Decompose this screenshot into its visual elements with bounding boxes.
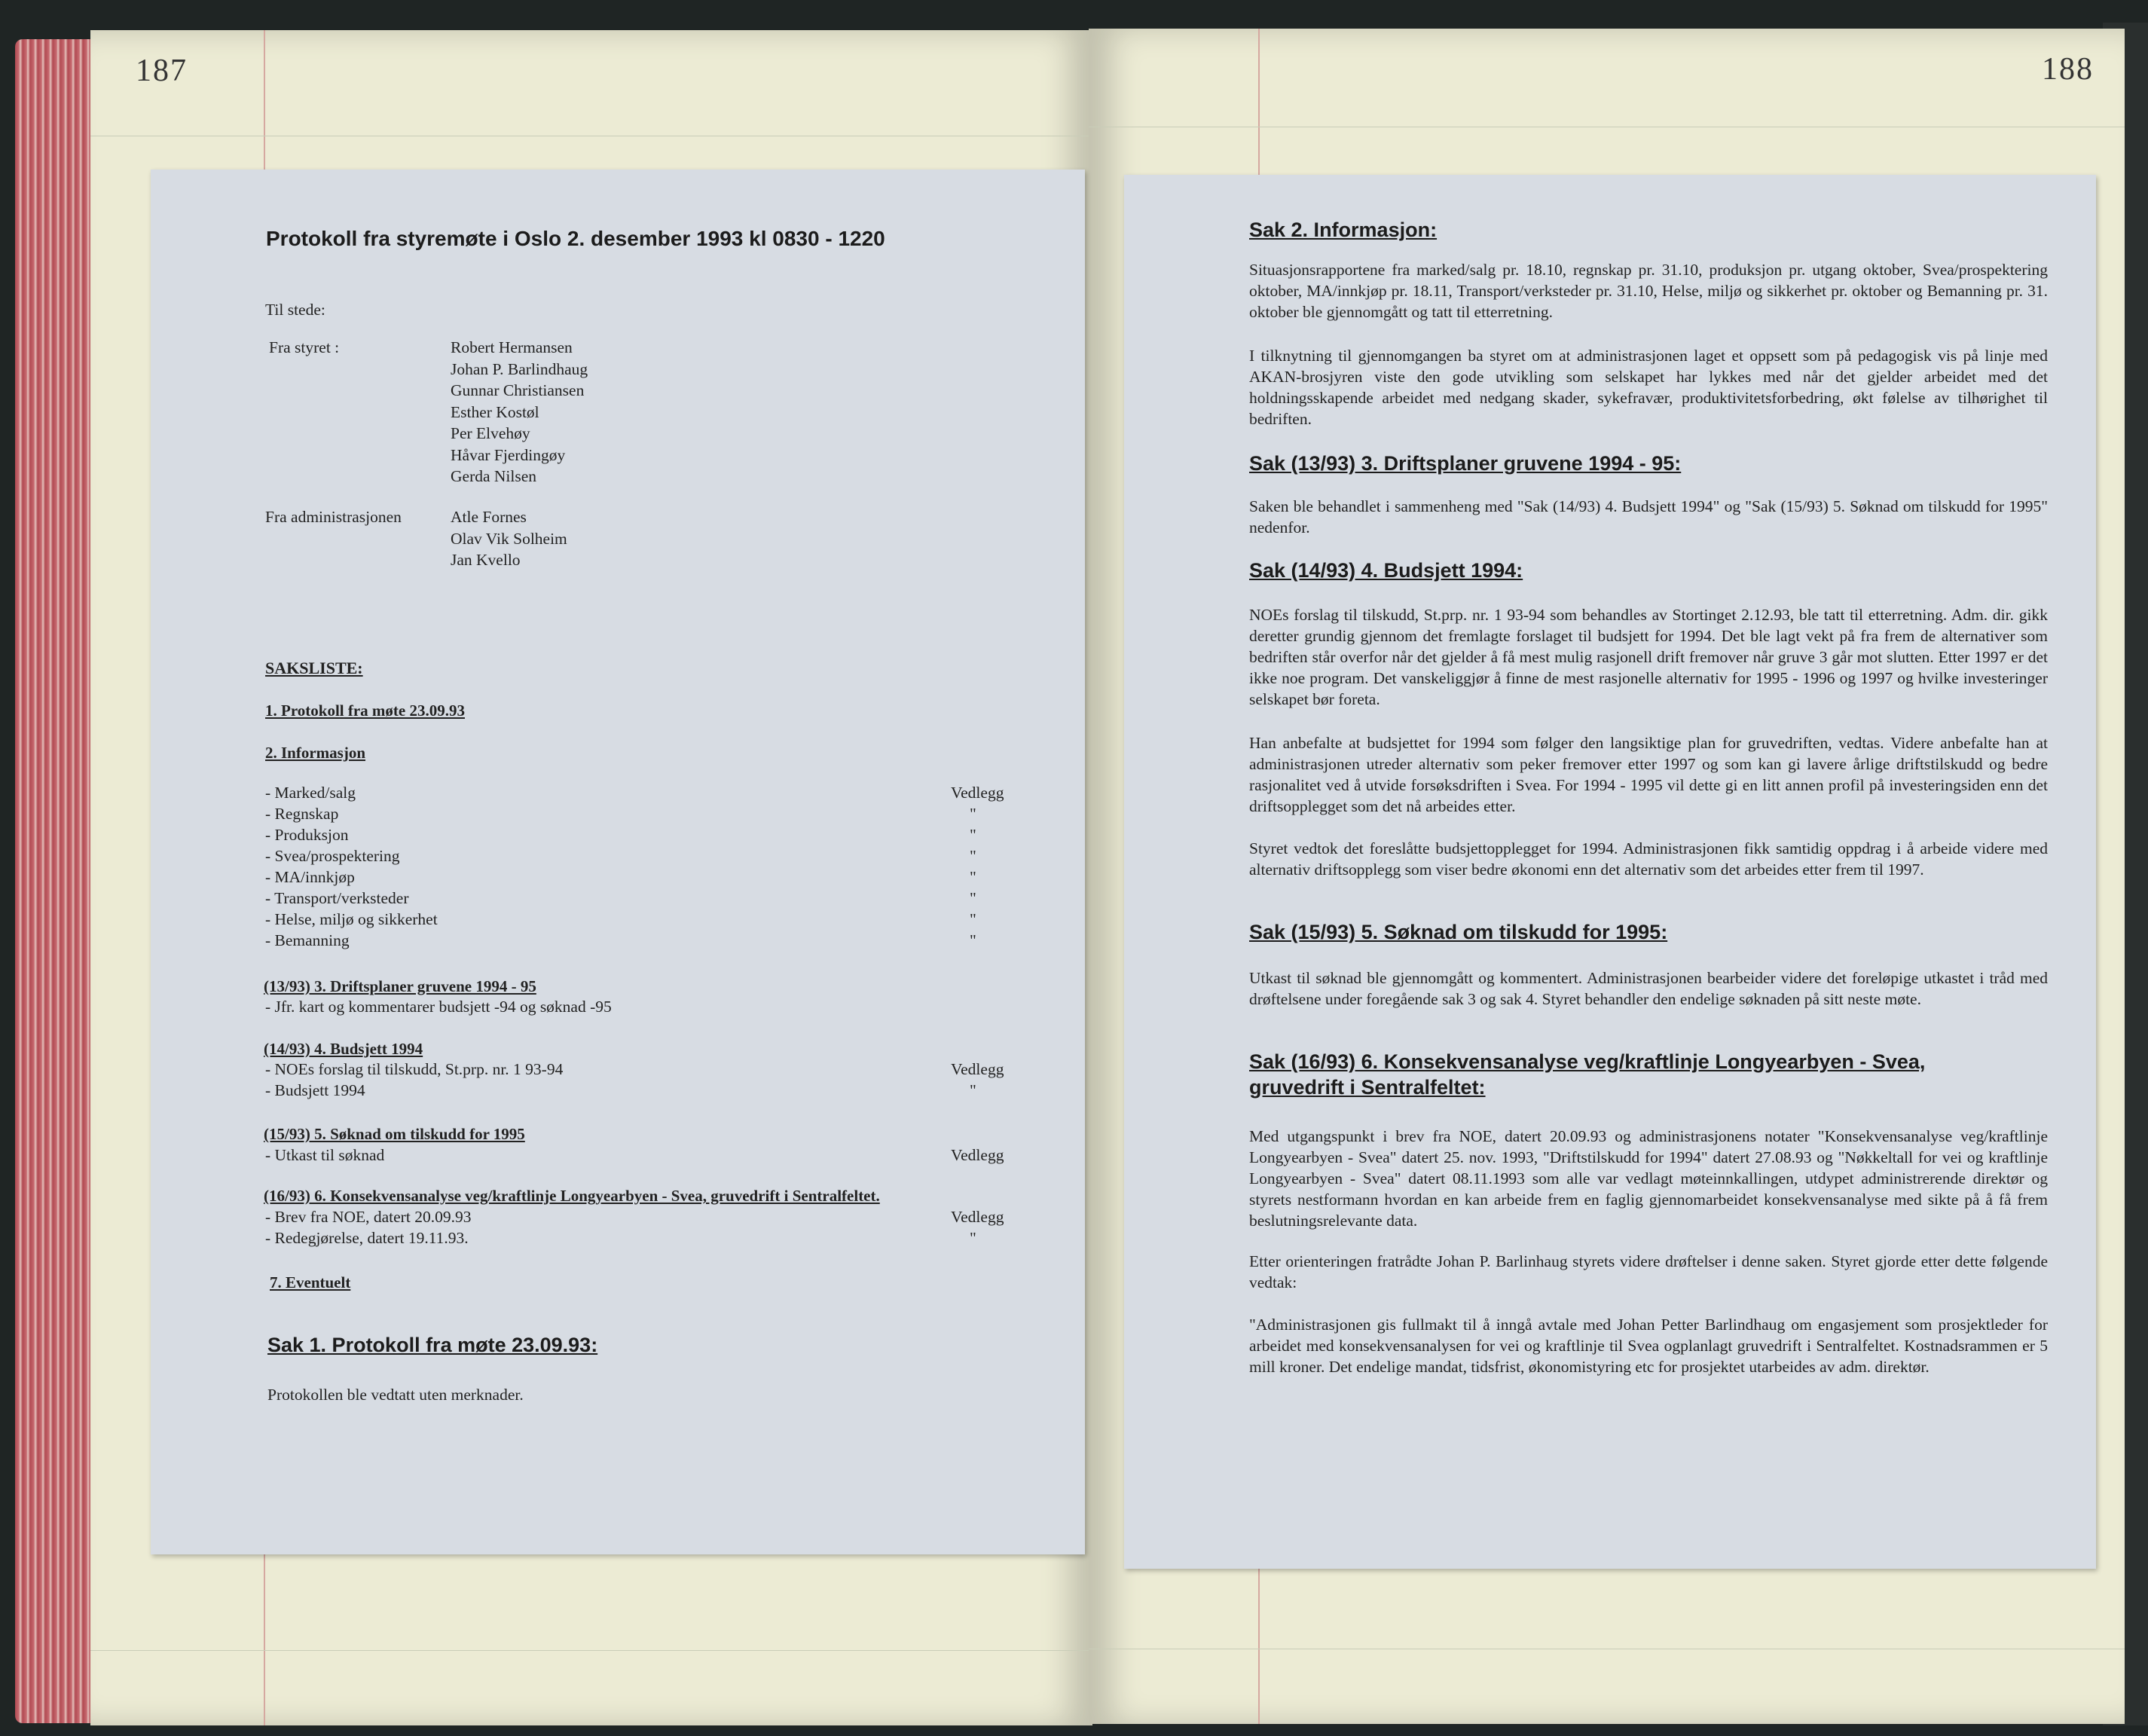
list-item <box>265 1060 1019 1081</box>
board-member: Gerda Nilsen <box>451 467 537 485</box>
admin-member: Atle Fornes <box>451 508 527 526</box>
list-item <box>265 847 1019 868</box>
board-members-list <box>451 337 588 487</box>
attachment-mark: Vedlegg <box>951 1060 1004 1078</box>
list-item-label: - Brev fra NOE, datert 20.09.93 <box>265 1208 472 1226</box>
list-item-label: - Budsjett 1994 <box>265 1081 365 1099</box>
attachment-mark: Vedlegg <box>951 1146 1004 1164</box>
board-member: Gunnar Christiansen <box>451 381 585 399</box>
attachment-mark: " <box>970 826 976 844</box>
right-protocol-sheet <box>1124 175 2096 1569</box>
sak16-paragraph-3: "Administrasjonen gis fullmakt til å inngå avtale med Johan Petter Barlindhaug om engasjement som prosjektleder for arbeidet med konsekvensanalysen for vei og kraftlinje til Svea ogplanlagt gruvedrift i Sentralfeltet. Kostnadsrammen er 5 mill kroner. Det endelige mandat, tidsfrist, økonomistyring etc for prosjektet utarbeides av adm. direktør. <box>1249 1316 2048 1376</box>
board-member: Håvar Fjerdingøy <box>451 445 566 464</box>
list-item <box>265 931 1019 952</box>
attachment-mark: " <box>970 931 976 949</box>
board-member: Johan P. Barlindhaug <box>451 359 588 378</box>
list-item-label: - Produksjon <box>265 826 349 844</box>
list-item <box>265 910 1019 931</box>
document-title: Protokoll fra styremøte i Oslo 2. desember 1993 kl 0830 - 1220 <box>266 227 885 250</box>
attachment-mark: " <box>970 847 976 865</box>
sak14-heading: Sak (14/93) 4. Budsjett 1994: <box>1249 559 1523 582</box>
admin-label: Fra administrasjonen <box>265 508 402 526</box>
agenda-item-4: (14/93) 4. Budsjett 1994 <box>264 1040 423 1058</box>
agenda-item-1: 1. Protokoll fra møte 23.09.93 <box>265 701 465 720</box>
attendance-label: Til stede: <box>265 301 325 319</box>
board-member: Per Elvehøy <box>451 424 530 442</box>
agenda-item-2: 2. Informasjon <box>265 744 366 762</box>
list-item-label: - Helse, miljø og sikkerhet <box>265 910 438 928</box>
sak1-text: Protokollen ble vedtatt uten merknader. <box>267 1386 524 1404</box>
list-item <box>265 1146 1019 1167</box>
sak2-heading: Sak 2. Informasjon: <box>1249 219 1438 241</box>
list-item <box>265 889 1019 910</box>
page-number: 188 <box>2042 52 2094 87</box>
sak2-paragraph-2: I tilknytning til gjennomgangen ba styret om at administrasjonen laget et oppsett som på pedagogisk vis på linje med AKAN-brosjyren viste den gode utvikling som selskapet har lykkes med når det gjelder arbeidet med det holdningsskapende arbeidet med nedgang skader, sykefravær, produktivitetsforbedring, økt følelse av tilhørighet til bedriften. <box>1249 347 2048 428</box>
list-item-label: - Regnskap <box>265 805 339 823</box>
attachment-mark: " <box>970 1081 976 1099</box>
list-item-label: - Redegjørelse, datert 19.11.93. <box>265 1229 469 1247</box>
sak16-heading-line-1: Sak (16/93) 6. Konsekvensanalyse veg/kraftlinje Longyearbyen - Svea, <box>1249 1050 1926 1073</box>
sak14-paragraph-1: NOEs forslag til tilskudd, St.prp. nr. 1 93-94 som behandles av Stortinget 2.12.93, ble tatt til etterretning. Adm. dir. gikk deretter grundig gjennom det fremlagte forslaget til budsjett for 1994. Det ble lagt vekt på fra frem de alternativer som bedriften står overfor når det gjelder å få mest mulig rasjonell drift fremover når gruve 3 går mot slutten. Etter 1997 er det ikke noe program. Det vanskeliggjør å finne de mest rasjonelle alternativ for 1995 - 1996 og 1997 og hvilke investeringer selskapet bør foreta. <box>1249 606 2048 708</box>
board-member: Robert Hermansen <box>451 338 573 356</box>
page-number: 187 <box>136 53 188 88</box>
list-item <box>265 826 1019 847</box>
list-item-label: - Svea/prospektering <box>265 847 400 865</box>
list-item <box>265 868 1019 889</box>
attachment-mark: " <box>970 910 976 928</box>
agenda-item-3-list <box>265 998 1019 1020</box>
agenda-item-6: (16/93) 6. Konsekvensanalyse veg/kraftlinje Longyearbyen - Svea, gruvedrift i Sentralfeltet. <box>264 1187 880 1205</box>
agenda-item-6-list <box>265 1208 1019 1253</box>
list-item <box>265 784 1019 805</box>
attachment-mark: " <box>970 868 976 886</box>
list-item <box>265 805 1019 826</box>
list-item-label: - Transport/verksteder <box>265 889 409 907</box>
sak15-heading: Sak (15/93) 5. Søknad om tilskudd for 1995: <box>1249 921 1668 943</box>
list-item-label: - Jfr. kart og kommentarer budsjett -94 og søknad -95 <box>265 998 612 1016</box>
sak13-paragraph: Saken ble behandlet i sammenheng med "Sak (14/93) 4. Budsjett 1994" og "Sak (15/93) 5. Søknad om tilskudd for 1995" nedenfor. <box>1249 497 2048 536</box>
list-item-label: - MA/innkjøp <box>265 868 355 886</box>
agenda-item-3: (13/93) 3. Driftsplaner gruvene 1994 - 95 <box>264 977 536 995</box>
admin-members-list <box>451 506 567 571</box>
sak15-paragraph: Utkast til søknad ble gjennomgått og kommentert. Administrasjonen bearbeider videre det foreløpige utkastet i tråd med drøftelsene under foregående sak 3 og sak 4. Styret behandler den endelige søknaden på sitt neste møte. <box>1249 969 2048 1008</box>
agenda-item-4-list <box>265 1060 1019 1105</box>
list-item-label: - NOEs forslag til tilskudd, St.prp. nr. 1 93-94 <box>265 1060 564 1078</box>
agenda-item-2-list <box>265 784 1019 964</box>
sak13-heading: Sak (13/93) 3. Driftsplaner gruvene 1994 - 95: <box>1249 452 1682 475</box>
list-item <box>265 998 1019 1019</box>
attachment-mark: " <box>970 889 976 907</box>
admin-member: Olav Vik Solheim <box>451 529 567 548</box>
list-item <box>265 1229 1019 1250</box>
board-label: Fra styret : <box>269 338 340 356</box>
list-item <box>265 1081 1019 1102</box>
left-protocol-sheet <box>151 170 1085 1554</box>
sak2-paragraph-1: Situasjonsrapportene fra marked/salg pr. 18.10, regnskap pr. 31.10, produksjon pr. utgang oktober, Svea/prospektering oktober, MA/innkjøp pr. 18.11, Transport/verksteder pr. 31.10, Helse, miljø og sikkerhet pr. oktober og Bemanning pr. 31. oktober ble gjennomgått og tatt til etterretning. <box>1249 261 2048 321</box>
list-item-label: - Marked/salg <box>265 784 356 802</box>
sak16-paragraph-2: Etter orienteringen fratrådte Johan P. Barlinhaug styrets videre drøftelser i denne saken. Styret gjorde etter dette følgende vedtak: <box>1249 1252 2048 1291</box>
sak16-heading-line-2: gruvedrift i Sentralfeltet: <box>1249 1076 1486 1099</box>
sak14-paragraph-2: Han anbefalte at budsjettet for 1994 som følger den langsiktige plan for gruvedriften, vedtas. Videre anbefalte han at administrasjonen utreder alternativ som peker fremover etter 1997 og som kan gi lavere årlige driftstilskudd og bedre rasjonalitet ved å utvide forsøksdriften i Svea. For 1994 - 1995 vil dette gi en litt annen profil på investeringsiden enn det driftsopplegget som det nå arbeides etter. <box>1249 734 2048 815</box>
sak16-paragraph-1: Med utgangspunkt i brev fra NOE, datert 20.09.93 og administrasjonens notater "Konsekvensanalyse veg/kraftlinje Longyearbyen - Svea" datert 25. nov. 1993, "Driftstilskudd for 1994" datert 27.08.93 og "Nøkkeltall for vei og kraftlinje Longyearbyen - Svea" datert 08.11.1993 som alle var vedlagt møteinnkallingen, utdypet administrerende direktør og styrets nestformann hvordan en kan arbeide frem en faglig gjennomarbeidet konsekvensanalyse med sikte på å få frem beslutningsrelevante data. <box>1249 1127 2048 1230</box>
attachment-mark: " <box>970 805 976 823</box>
board-member: Esther Kostøl <box>451 402 539 421</box>
agenda-heading: SAKSLISTE: <box>265 659 363 677</box>
attachment-mark: Vedlegg <box>951 784 1004 802</box>
ruled-line <box>90 1650 1092 1651</box>
list-item-label: - Utkast til søknad <box>265 1146 385 1164</box>
agenda-item-5: (15/93) 5. Søknad om tilskudd for 1995 <box>264 1125 525 1143</box>
sak14-paragraph-3: Styret vedtok det foreslåtte budsjettopplegget for 1994. Administrasjonen fikk samtidig oppdrag i å arbeide videre med alternativ driftsopplegg som viser bedre økonomi enn det alternativ som det arbeides etter frem til 1997. <box>1249 839 2048 879</box>
list-item <box>265 1208 1019 1229</box>
attachment-mark: Vedlegg <box>951 1208 1004 1226</box>
list-item-label: - Bemanning <box>265 931 350 949</box>
attachment-mark: " <box>970 1229 976 1247</box>
admin-member: Jan Kvello <box>451 551 521 569</box>
agenda-item-7: 7. Eventuelt <box>270 1273 351 1291</box>
agenda-item-5-list <box>265 1146 1019 1169</box>
sak1-heading: Sak 1. Protokoll fra møte 23.09.93: <box>267 1334 598 1356</box>
